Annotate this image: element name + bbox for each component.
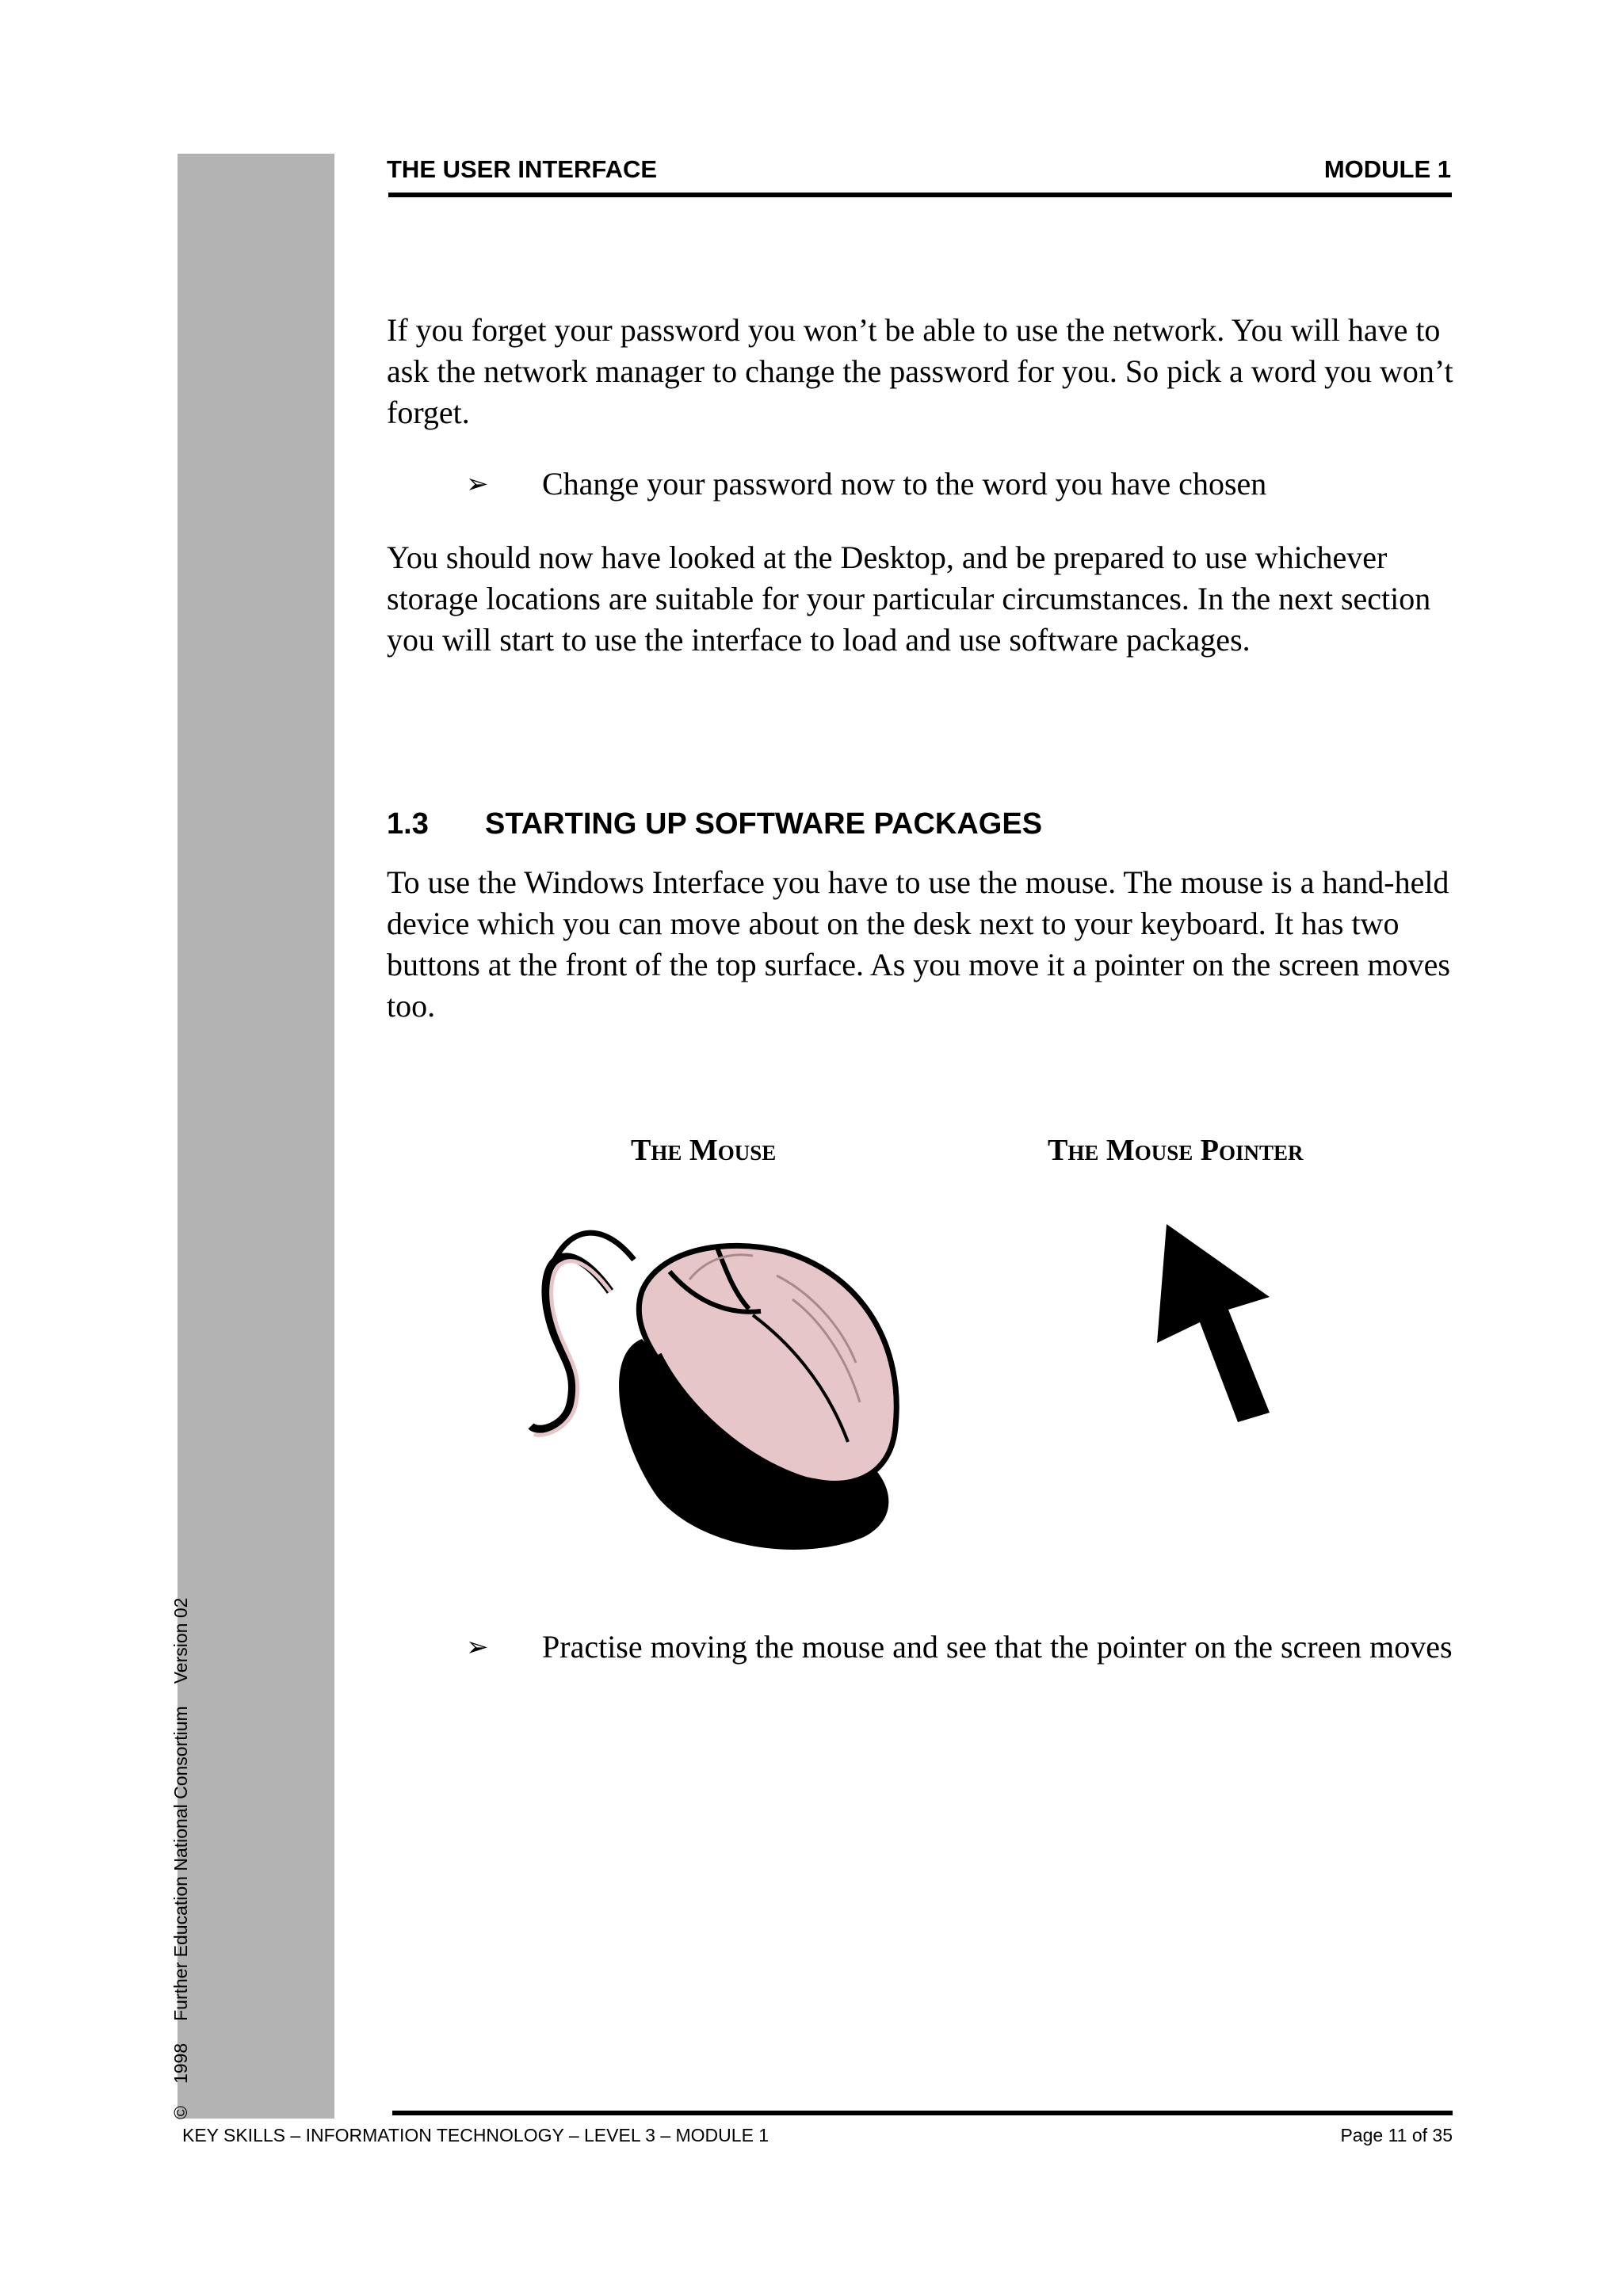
arrow-bullet-icon: ➢ [466,468,489,500]
page-header [387,155,1451,187]
footer-rule [392,2111,1453,2115]
paragraph-mouse-intro: To use the Windows Interface you have to use the mouse. The mouse is a hand-held device which you can move about on the desk next to your keyboard. It has two buttons at the front of the top surface. As you move it a pointer on the screen moves too. [387,864,1450,1024]
copyright-version: Version 02 [170,1597,191,1684]
footer-course-title: KEY SKILLS – INFORMATION TECHNOLOGY – LEVEL 3 – MODULE 1 [182,2125,769,2145]
bullet-text: Change your password now to the word you have chosen [542,466,1267,502]
header-rule [388,193,1452,197]
copyright-organisation: Further Education National Consortium [170,1706,191,2021]
caption-mouse: The Mouse [631,1134,777,1167]
bullet-text: Practise moving the mouse and see that the pointer on the screen moves [542,1629,1453,1665]
page-number: Page 11 of 35 [1340,2125,1453,2145]
margin-bar [178,154,334,2119]
caption-mouse-pointer: The Mouse Pointer [1048,1134,1304,1167]
arrow-bullet-icon: ➢ [466,1631,489,1663]
header-module: MODULE 1 [1323,155,1451,183]
paragraph-password: If you forget your password you won’t be able to use the network. You will have to ask the network manager to change the password for you. So pick a word you won’t forget. [387,312,1453,430]
copyright-symbol: © [170,2106,191,2119]
section-title: STARTING UP SOFTWARE PACKAGES [485,807,1043,841]
computer-mouse-icon [523,1204,935,1561]
copyright-year: 1998 [170,2042,191,2084]
header-title: THE USER INTERFACE [387,155,658,183]
paragraph-desktop: You should now have looked at the Desktop, and be prepared to use whichever storage locations are suitable for your particular circumstances. In the next section you will start to use the interface to load and use software packages. [387,540,1431,658]
section-number: 1.3 [387,807,429,841]
arrow-pointer-icon [1151,1224,1293,1430]
copyright-notice [170,1576,192,2119]
